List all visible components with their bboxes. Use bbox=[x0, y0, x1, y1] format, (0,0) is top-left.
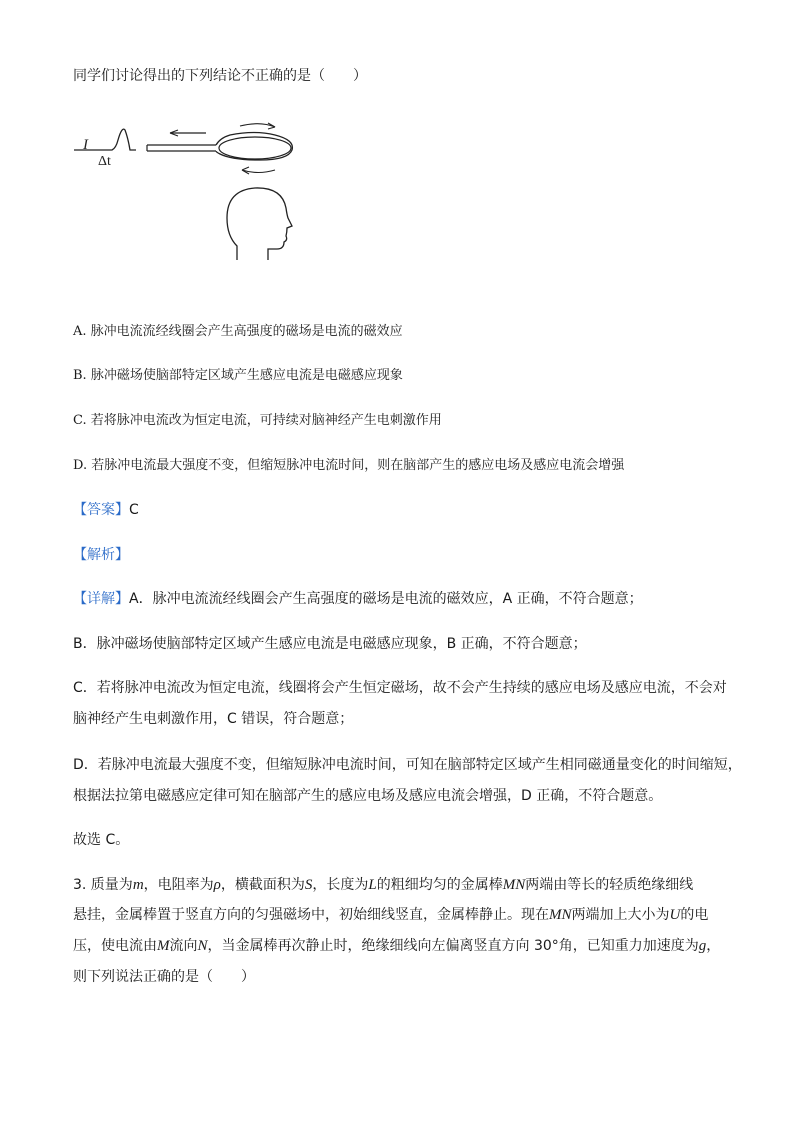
pulse-label-dt: Δt bbox=[98, 154, 111, 169]
option-b-text: 脉冲磁场使脑部特定区域产生感应电流是电磁感应现象 bbox=[90, 368, 403, 383]
option-a-letter: A. bbox=[73, 324, 87, 339]
option-c bbox=[73, 411, 442, 431]
option-d bbox=[73, 456, 624, 476]
q3-text: 的粗细均匀的金属棒 bbox=[376, 877, 503, 893]
q3-text: ，当金属棒再次静止时，绝缘细线向左偏离竖直方向 30°角，已知重力加速度为 bbox=[207, 938, 699, 954]
q3-line3 bbox=[73, 936, 720, 956]
q3-text: 悬挂，金属棒置于竖直方向的匀强磁场中，初始细线竖直，金属棒静止。现在 bbox=[73, 907, 549, 923]
q3-line1 bbox=[73, 875, 693, 895]
var-l: L bbox=[368, 877, 377, 893]
q3-text: 3. 质量为 bbox=[73, 877, 133, 893]
var-m: m bbox=[132, 877, 144, 893]
option-a bbox=[73, 322, 403, 342]
detail-conclusion: 故选 C。 bbox=[73, 832, 130, 848]
var-m-point: M bbox=[157, 938, 170, 954]
q3-text: 两端由等长的轻质绝缘细线 bbox=[525, 877, 694, 893]
var-mn: MN bbox=[502, 877, 526, 893]
var-g: g bbox=[698, 938, 707, 954]
tms-coil-figure bbox=[70, 118, 310, 268]
q3-text: 压，使电流由 bbox=[73, 938, 157, 954]
pulse-label-i: I bbox=[83, 137, 88, 153]
option-b bbox=[73, 366, 403, 386]
q3-text: 流向 bbox=[169, 938, 198, 954]
q3-text: 两端加上大小为 bbox=[571, 907, 670, 923]
option-d-text: 若脉冲电流最大强度不变，但缩短脉冲电流时间，则在脑部产生的感应电场及感应电流会增强 bbox=[91, 458, 625, 473]
head-silhouette bbox=[227, 188, 292, 260]
detail-a bbox=[73, 589, 643, 609]
detail-d-line1: D．若脉冲电流最大强度不变，但缩短脉冲电流时间，可知在脑部特定区域产生相同磁通量变化的时间缩短， bbox=[73, 757, 742, 773]
coil-arrow-bottom bbox=[242, 170, 275, 173]
detail-c-line2: 脑神经产生电刺激作用，C 错误，符合题意； bbox=[73, 711, 354, 727]
detail-c-line1: C．若将脉冲电流改为恒定电流，线圈将会产生恒定磁场，故不会产生持续的感应电场及感应电流，不会对 bbox=[73, 680, 727, 696]
q3-text: ，电阻率为 bbox=[143, 877, 214, 893]
answer-value: C bbox=[129, 502, 139, 518]
option-c-text: 若将脉冲电流改为恒定电流，可持续对脑神经产生电刺激作用 bbox=[90, 413, 442, 428]
option-b-letter: B. bbox=[73, 368, 87, 383]
detail-tag: 【详解】 bbox=[73, 591, 129, 607]
detail-a-text: A．脉冲电流流经线圈会产生高强度的磁场是电流的磁效应，A 正确，不符合题意； bbox=[129, 591, 643, 607]
var-n-point: N bbox=[197, 938, 208, 954]
q3-text: ，横截面积为 bbox=[220, 877, 305, 893]
q3-line4: 则下列说法正确的是（ ） bbox=[73, 969, 255, 985]
answer-tag: 【答案】 bbox=[73, 502, 129, 518]
detail-b: B．脉冲磁场使脑部特定区域产生感应电流是电磁感应现象，B 正确，不符合题意； bbox=[73, 636, 587, 652]
detail-d-line2: 根据法拉第电磁感应定律可知在脑部产生的感应电场及感应电流会增强，D 正确，不符合题意。 bbox=[73, 788, 663, 804]
answer-line bbox=[73, 500, 139, 520]
question-stem: 同学们讨论得出的下列结论不正确的是（ ） bbox=[73, 68, 367, 84]
option-c-letter: C. bbox=[73, 413, 87, 428]
var-u: U bbox=[669, 907, 681, 923]
q3-text: ，长度为 bbox=[312, 877, 369, 893]
var-rho: ρ bbox=[213, 877, 221, 893]
var-s: S bbox=[304, 877, 313, 893]
option-a-text: 脉冲电流流经线圈会产生高强度的磁场是电流的磁效应 bbox=[90, 324, 403, 339]
q3-line2 bbox=[73, 905, 708, 925]
analysis-tag: 【解析】 bbox=[73, 547, 129, 563]
q3-text: 的电 bbox=[680, 907, 709, 923]
q3-text: ， bbox=[706, 938, 721, 954]
option-d-letter: D. bbox=[73, 458, 88, 473]
var-mn: MN bbox=[549, 907, 572, 923]
